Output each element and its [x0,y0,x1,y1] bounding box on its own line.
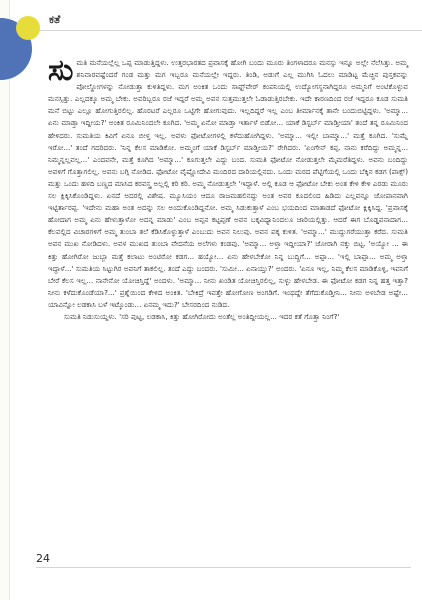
story-paragraph-2: ಸುಮತಿ ನಿಡುಸುಯ್ದಳು. 'ಸರಿ ಪುಟ್ಟ, ಲಡಕಾಸಿ, ಕಿತ್ತು ಹೋಗಿರೋದು ಅಂತೆಲ್ಲ ಅಂತಿದ್ದೀಯಲ್ಲ... ಇದರ ಕತೆ ಗೊತ್ತಾ ನಿಂಗೆ?' [64,311,340,321]
story-body [48,53,408,323]
decorative-yellow-circle [16,16,40,40]
story-paragraph-1-text: ಮತಿ ಮನೆಯಲ್ಲೆಲ್ಲ ಒಪ್ಪ ಮಾಡುತ್ತಿದ್ದಳು. ಉತ್ತರಭಾರತದ ಪ್ರವಾಸಕ್ಕೆ ಹೋಗಿ ಬಂದು ಮೂರು ತಿಂಗಳಾದರೂ ಮನಸ್ಸು ಇನ್ನೂ ಅಲ್ಲೇ ನೆಲೆಸಿತ್ತು. ಅಮ್ಮ ಶನಿವಾರವಷ್ಟೆಂದರೆ ಗಂಡ ಮತ್ತು ಮಗ ಇಬ್ಬರೂ ಮನೆಯಲ್ಲೇ ಇದ್ದರು. ತಿಂಡಿ, ಅಡುಗೆ ಎಲ್ಲ ಮುಗಿಸಿ ಓದಲು ಮಾಡಿಟ್ಟ ಮೆಚ್ಚಿನ ಪುಸ್ತಕವನ್ನು ಪೋಲ್ಡೋಗಳನ್ನು ನೋಡುತ್ತಾ ಕುಳಿತಿದ್ದಳು. ಮಗ ಅಂಕಿತ ಒಂದು ಸಾಫ್ಟ್‌ವೇರ್ ಕಂಪನಿಯಲ್ಲಿ ಉದ್ಯೋಗಸ್ಥನಾಗಿದ್ದರೂ ಅಮ್ಮನಿಗೆ ಅಂಟಿಕೊಳ್ಳುವ ಮನಸ್ಸಿತ್ತು. ಎಲ್ಲದಕ್ಕೂ ಅಮ್ಮ ಬೇಕು. ಅವರಿಬ್ಬರೂ ರಜೆ ಇದ್ದರೆ ಅಮ್ಮ ಅವನ ಸುತ್ತಮುತ್ತಲೇ ಓಡಾಡುತ್ತಿರಬೇಕು. ಇದೇ ಕಾರಣದಿಂದ ರಜೆ ಇದ್ದರೂ ಕೂಡ ಸುಮತಿ ಮನೆ ಬಿಟ್ಟು ಎಲ್ಲೂ ಹೋಗುತ್ತಿರಲಿಲ್ಲ. ಹೊರಟರೆ ಎಲ್ಲರೂ ಒಟ್ಟಿಗೇ ಹೋಗುವುದು. ಇಲ್ಲದಿದ್ದರೆ ಇಲ್ಲ ಎಂಬ ತೀರ್ಮಾನಕ್ಕೆ ತಾನೇ ಬಂದುಬಿಟ್ಟಿದ್ದಳು. 'ಅಮ್ಮಾ... ಏನು ಮಾಡ್ತಾ ಇದ್ದೀಯ?' ಅಂಕಿತ ರೂಮಿನಿಂದಲೇ ಕೂಗಿದ. 'ಅಮ್ಮ ಏನೋ ಮಾಡ್ತಾ ಇರ್ತಾಳೆ ಬಿಡೋ... ಯಾಕೆ ಡಿಸ್ಟರ್ಬ್ ಮಾಡ್ತೀಯಾ' ತಂದೆ ತನ್ನ ರೂಮಿನಿಂದ ಹೇಳಿದರು. ಸುಮತಿಯ ಕಿವಿಗೆ ಏನೂ ಬೀಳ್ತ ಇಲ್ಲ. ಅವಳು ಫೋಟೋಗಳಲ್ಲಿ ಕಳೆದುಹೋಗಿದ್ದಳು. 'ಅಮ್ಮಾ... ಇಲ್ಲೀ ಬಾಮ್ಮಾ...' ಮತ್ತೆ ಕೂಗಿದ. 'ಸುಮ್ನೆ ಇರೋ...' ತಂದೆ ಗದರಿದರು. 'ನಿನ್ನ ಕೆಲಸ ಮಾಡಿಕೋ. ಅಮ್ಮಂಗೆ ಯಾಕೆ ಡಿಸ್ಟರ್ಬ್ ಮಾಡ್ತೀಯ?' ರೇಗಿದರು. 'ಏಂಗೇನ್ ಕಪ್ಪ. ನಾನು ಕರೆದಿದ್ದು ಅಮ್ಮನ್ನ... ನಿಮ್ಮನ್ನಲ್ಲವಲ್ಲ...' ಎಂದವನೇ, ಮತ್ತೆ ಕೂಗಿದ 'ಅಮ್ಮಾ...' ಕೂಗುತ್ತಲೇ ಎದ್ದು ಬಂದ. ಸುಮತಿ ಫೋಟೋ ನೋಡುತ್ತಲೇ ಮೈಮರೆತಿದ್ದಳು. ಅವನು ಬಂದಿದ್ದು ಅವಳಿಗೆ ಗೊತ್ತಾಗಲಿಲ್ಲ. ಅವನು ಬಗ್ಗಿ ನೋಡಿದ. ಫೋಟೋ ವೈಷ್ಣೋದೇವಿ ಮಂದಿರದ ದಾರಿಯಲ್ಲಿನದು. ಒಂದು ಮರದ ಪೆಟ್ಟಿಗೆಯಲ್ಲಿ ಒಂದು ಬೆಕ್ಕಿನ ಕಡಗ (ಪಾಕ್ಸ್) ಮತ್ತು ಒಂದು ಹಳದಿ ಬಣ್ಣದ ಮಾಸಿದ ಕರವಸ್ತ್ರ ಅಲ್ಲಲ್ಲಿ ಕರಿ ಕರಿ. ಅಮ್ಮ ನೋಡುತ್ತಲೇ 'ಇದ್ದಾಳೆ. ಅಲ್ಲಿ ಕೂಡ ಆ ಫೋಟೋ ಬೇಕು ಅಂತ ಕೇಳಿ ಕೇಳಿ ಎರಡು ಮೂರು ಸಲ ಕ್ಲಿಕ್ಕಿಸಿಕೊಂಡಿದ್ದಳು. ಏನದೆ ಅದರಲ್ಲಿ ವಿಶೇಷ. ಮ್ಯೂಸಿಯಂ ಆದೂ ರಾಜಮಹಲಿನದ್ದು ಅಂತ ಅವರ ಕೂದಲಿಂದ ಹಿಡಿದು ಎಲ್ಲವನ್ನೂ ಜೋಪಾನವಾಗಿ ಇಟ್ಟಿರ್ತಾರಪ್ಪ. 'ಇದೇನು ಮಹಾ ಅಂತ ಅದನ್ನು ಸಲ ಅಂದುಕೊಂಡಿದ್ದನೋ. ಅಮ್ಮ ಸಿಡುಕುತ್ತಾಳೆ ಎಂಬ ಭಯದಿಂದ ಮಾತಾಡದೆ ಫೋಟೋ ಕ್ಲಿಕ್ಕಿಸಿದ್ದ. 'ಪ್ರವಾಸಕ್ಕೆ ಹೋದಾಗ ಅಮ್ಮ ಏನು ಹೇಳುತ್ತಾಳೋ ಅದನ್ನ ಮಾಡು' ಎಂಬ ಅಪ್ಪನ ಕಟ್ಟಪ್ಪಣೆ ಅವನ ಬಕ್ಕವಿಧ್ಯಾನಿಂದಲೂ ಜಾರಿಯಲ್ಲಿತ್ತು. ಆದರೆ ಈಗ ಬೊಡ್ಡವನಾದಾಗ... ಕೆಲವಲ್ಲಿದ ವಿಚಾರಗಳಿಗೆ ಅಮ್ಮ ತುಂಬಾ ತಲೆ ಕೆಡಿಸಿಕೊಳ್ಳುತ್ತಾಳೆ ಎಂಬುದು ಅವನ ನಿಲುವು. ಅವನ ಪಕ್ಕ ಕುಳಿತ. 'ಅಮ್ಮಾ...' ಮುದ್ದುಗರೆಯುತ್ತಾ ಕರೆದ. ಸುಮತಿ ಅವನ ಮುಖ ನೋಡಿದಳು. ಅವಳ ಮುಖದ ತುಂಬಾ ವೇದನೆಯ ಅಲೆಗಳು ಕಂಡವು. 'ಅಮ್ಮಾ... ಅಳ್ತಾ ಇದ್ದೀಯಾ?' ಜೋರಾಗಿ ನಕ್ಕು ಬಿಟ್ಟ. 'ಅಯ್ಯೋ ... ಈ ಕಿತ್ತು ಹೋಗಿರೋ ಜುಬ್ಬಾ ಮತ್ತೆ ಕಲಾಟು ಅಂಟಿರೋ ಕಡಗ... ಹಯ್ಯೋ... ಏನು ಹೇಳಬೇಕೋ ನಿನ್ನ ಬುದ್ಧಿಗೆ... ಅಪ್ಪಾ... 'ಇಲ್ಲಿ ಬಾಪ್ಪಾ... ಅಮ್ಮ ಅಳ್ತಾ ಇದ್ದಾಳೆ...' ಸುಮತಿಯ ಸಿಟ್ಟುಗಿರ ಅವನಿಗೆ ತಾಕಲಿಲ್ಲ. ತಂದೆ ಎದ್ದು ಬಂದರು. 'ಸುಮೀ... ಏನಾಯ್ತು?' ಅಂದರು. 'ಏನೂ ಇಲ್ಲ, ನಿಮ್ಮ ಕೆಲಸ ಮಾಡಿಕೊಳ್ಳಿ, ಇವನಿಗೆ ಬೇರೆ ಕೆಲಸ ಇಲ್ಲ... ನಾನೇನೋ ಯೋಚಿಸ್ತಿದ್ದೆ' ಅಂದಳು. 'ಅಮ್ಮಾ... ನೀನು ಖಂಡಿತ ಯೋಚಿಸ್ತಿರಲಿಲ್ಲ, ಸುಳ್ಳು ಹೇಳಬೇಡ. ಈ ಫೋಟೋ ಕಡಗ ನಿನ್ನ ಹತ್ತ ಇತ್ತಾ? ನೀನು ಕಳೆದುಕೊಂಡೆಯಾ?...' ಪ್ರಶ್ನೆಯಿಂದ ಕೇಳಿದ ಅಂಕಿತ. 'ಬೇಕಿದ್ರೆ ಇವತ್ತೇ ಹೋಗೋಣ ಅಂಗಡಿಗೆ. ಇಂಥದ್ದೇ ತೆಗೆದುಕೊಡ್ತೀನಿ... ನೀನು ಅಳಬೇಡ ಅಷ್ಟೇ... ಯಾವಿನ್ನೋ ಲಡಕಾಸಿ ಬಳೆ ಇಟ್ಕೊಂಡು... ಏನಮ್ಮ ಇದು?' ಬೇಸರದಿಂದ ನುಡಿದ. [48,58,408,309]
section-title: ಕತೆ [49,13,61,26]
header-band [0,10,422,31]
story-paragraph-1 [48,53,408,311]
page-number: 24 [36,552,50,565]
page-edge [0,0,10,600]
footer-rule [36,567,411,568]
drop-cap: ಸು [48,53,74,88]
